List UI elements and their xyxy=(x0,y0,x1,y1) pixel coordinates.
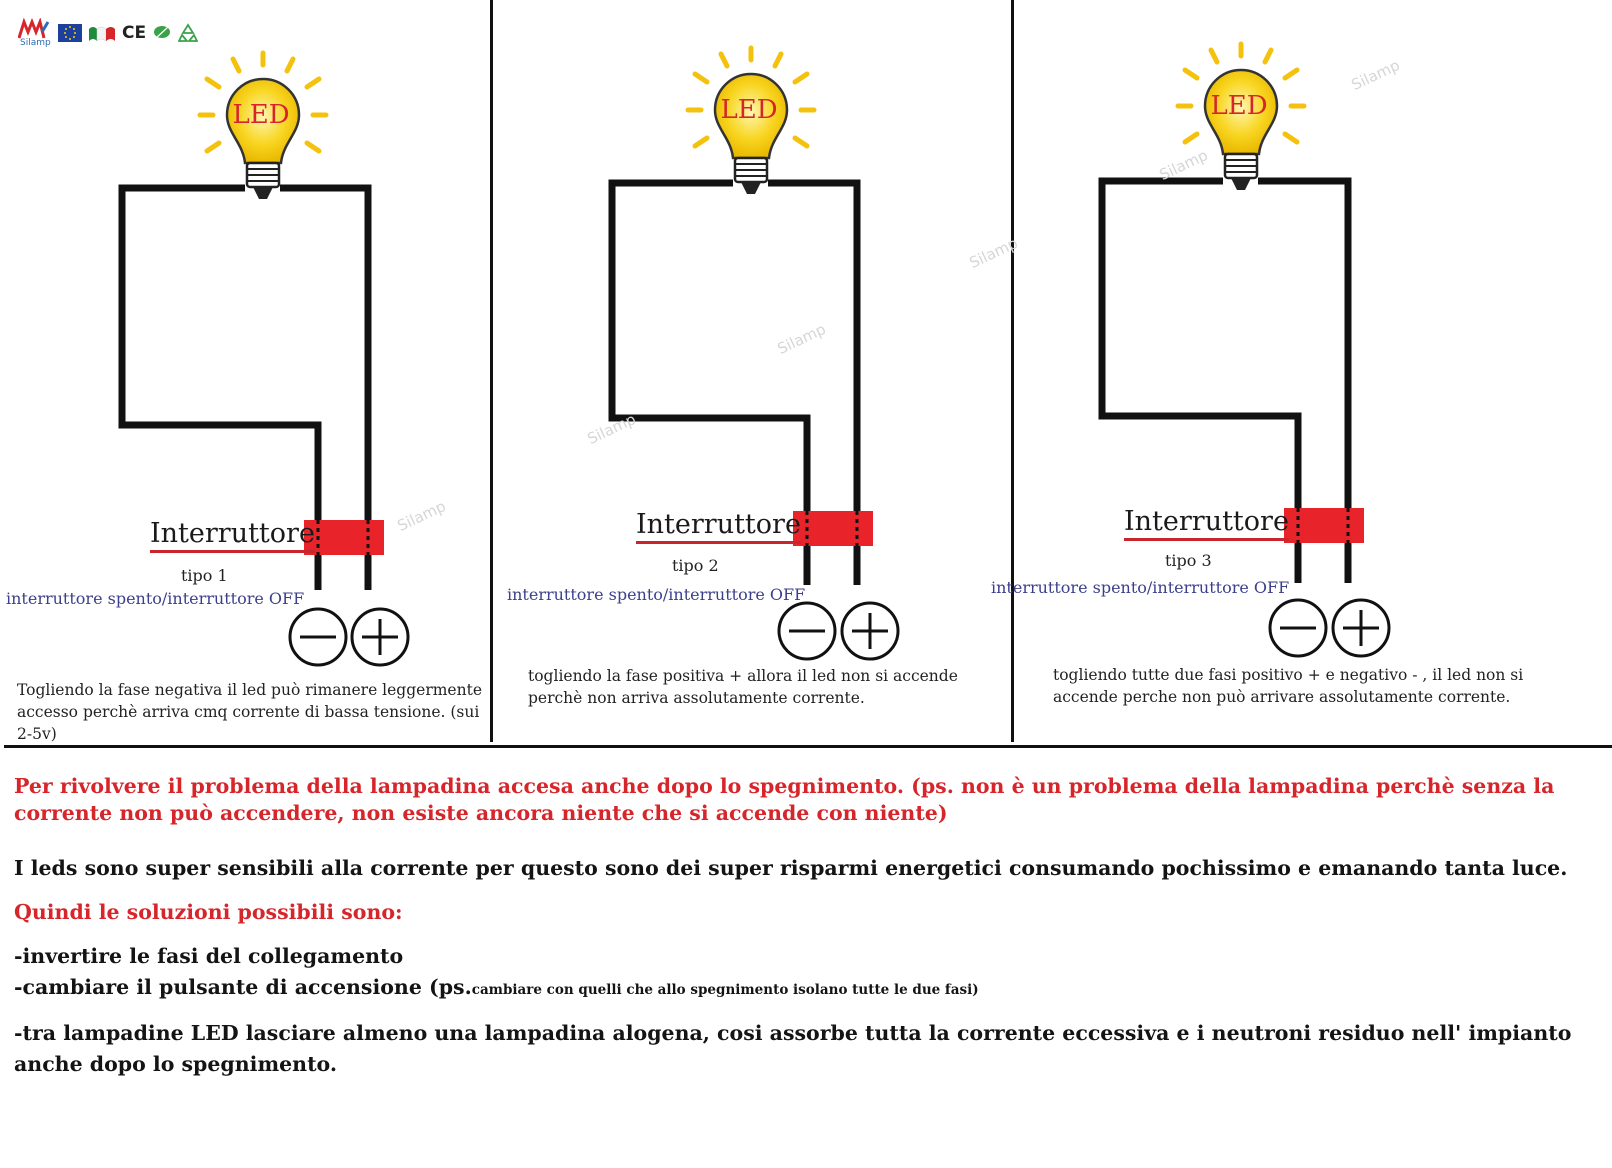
solution-item-3: -tra lampadine LED lasciare almeno una lampadina alogena, cosi assorbe tutta la corrente eccessiva e i neutroni residuo nell' impianto anche dopo lo spegnimento. xyxy=(14,1021,1572,1076)
solutions-title: Quindi le soluzioni possibili sono: xyxy=(14,900,403,924)
bulb-led-label: LED xyxy=(720,95,778,125)
circuit-panel-1 xyxy=(122,53,408,665)
watermark: Silamp xyxy=(966,234,1021,272)
bulb-icon xyxy=(688,48,814,194)
solution-item-1: -invertire le fasi del collegamento xyxy=(14,944,404,968)
ce-mark: CE xyxy=(122,23,147,43)
type-label: tipo 1 xyxy=(181,566,228,585)
watermark: Silamp xyxy=(394,497,449,535)
negative-terminal xyxy=(779,603,835,659)
positive-terminal xyxy=(842,603,898,659)
type-label: tipo 2 xyxy=(672,556,719,575)
bulb-led-label: LED xyxy=(232,100,290,130)
solution-item-2-main: -cambiare il pulsante di accensione (ps. xyxy=(14,975,472,999)
solution-item-2 xyxy=(14,974,1574,1004)
positive-terminal xyxy=(352,609,408,665)
watermark: Silamp xyxy=(1156,146,1211,184)
logo-brand: Silamp xyxy=(20,38,51,48)
switch-state-label: interruttore spento/interruttore OFF xyxy=(507,585,806,604)
intro-text: I leds sono super sensibili alla corrente per questo sono dei super risparmi energetici consumando pochissimo e emanando tanta luce. xyxy=(14,856,1568,880)
negative-terminal xyxy=(1270,600,1326,656)
negative-terminal xyxy=(290,609,346,665)
bulb-led-label: LED xyxy=(1210,91,1268,121)
switch-state-label: interruttore spento/interruttore OFF xyxy=(6,589,305,608)
bulb-icon xyxy=(200,53,326,199)
watermark: Silamp xyxy=(584,410,639,448)
panel-description: togliendo tutte due fasi positivo + e negativo - , il led non si accende perche non può arrivare assolutamente corrente. xyxy=(1053,666,1524,706)
panel-description: togliendo la fase positiva + allora il led non si accende perchè non arriva assolutamente corrente. xyxy=(528,667,958,707)
circuit-panel-2 xyxy=(612,48,898,659)
circuit-panel-3 xyxy=(1102,44,1389,656)
panel-divider-1 xyxy=(490,0,493,742)
watermark: Silamp xyxy=(1348,56,1403,94)
switch-state-label: interruttore spento/interruttore OFF xyxy=(991,578,1290,597)
problem-heading: Per rivolvere il problema della lampadina accesa anche dopo lo spegnimento. (ps. non è un problema della lampadina perchè senza la corrente non può accendere, non esiste ancora niente che si accende con niente) xyxy=(14,774,1555,825)
type-label: tipo 3 xyxy=(1165,551,1212,570)
switch-block xyxy=(304,520,384,555)
panel-description: Togliendo la fase negativa il led può rimanere leggermente accesso perchè arriva cmq corrente di bassa tensione. (sui 2-5v) xyxy=(17,681,482,743)
panel-divider-2 xyxy=(1011,0,1014,742)
positive-terminal xyxy=(1333,600,1389,656)
switch-label: Interruttore xyxy=(150,518,315,549)
switch-block xyxy=(793,511,873,546)
section-divider xyxy=(4,745,1612,748)
watermark: Silamp xyxy=(774,320,829,358)
solution-item-2-note: cambiare con quelli che allo spegnimento isolano tutte le due fasi) xyxy=(471,982,979,998)
switch-block xyxy=(1284,508,1364,543)
switch-label: Interruttore xyxy=(1124,506,1289,537)
switch-label: Interruttore xyxy=(636,509,801,540)
